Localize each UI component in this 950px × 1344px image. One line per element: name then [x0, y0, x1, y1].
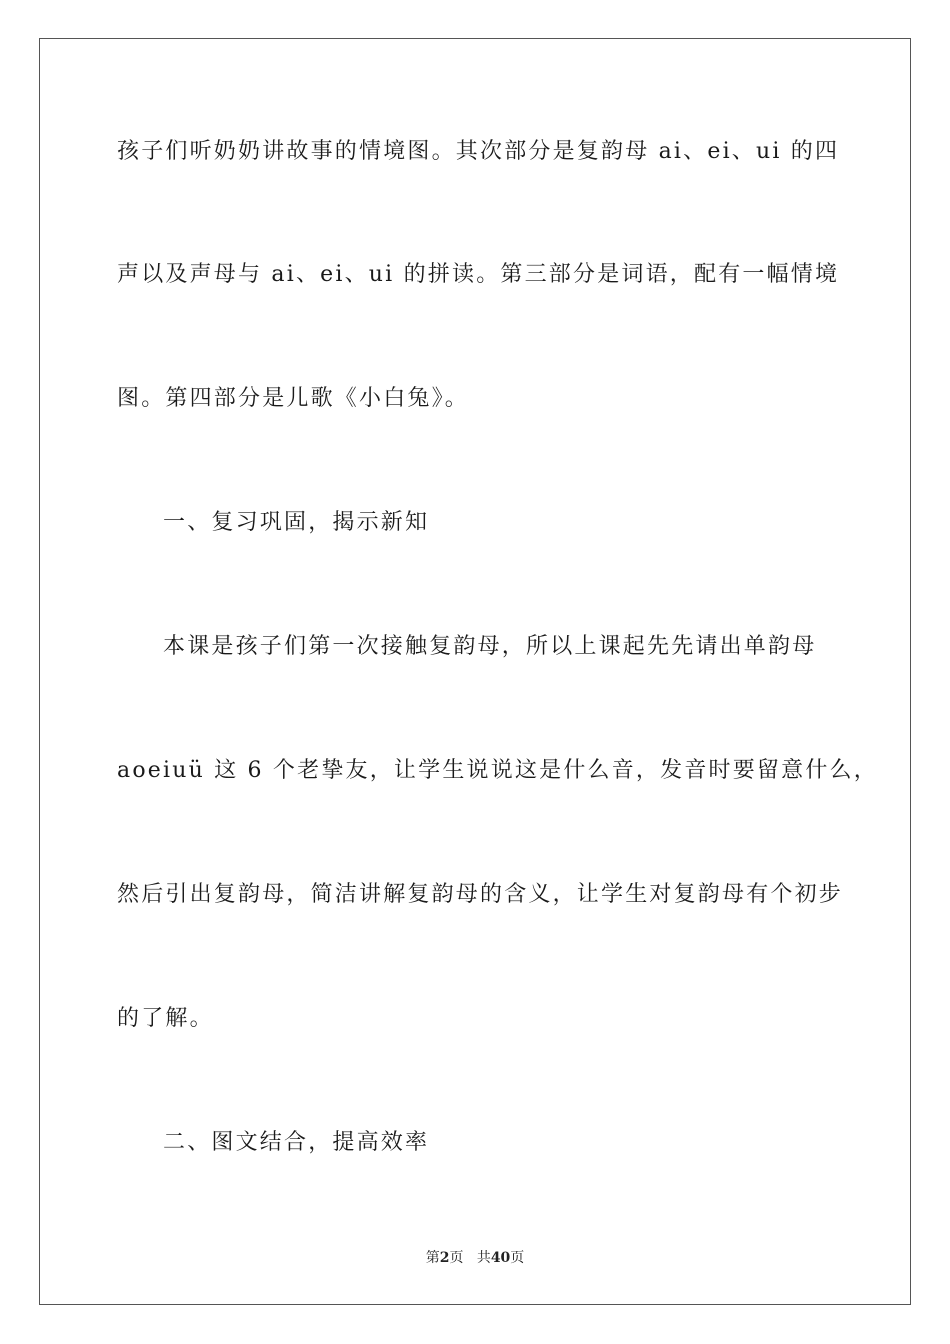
body-text-line: 然后引出复韵母，简洁讲解复韵母的含义，让学生对复韵母有个初步 [117, 882, 844, 907]
body-text-line: aoeiuü 这 6 个老挚友，让学生说说这是什么音，发音时要留意什么， [117, 758, 878, 783]
body-text-line: 的了解。 [117, 1006, 214, 1031]
body-text-line: 声以及声母与 ai、ei、ui 的拼读。第三部分是词语，配有一幅情境 [117, 262, 840, 287]
section-heading: 二、图文结合，提高效率 [163, 1130, 430, 1155]
page-number: 2 [439, 1250, 450, 1266]
total-prefix: 共 [476, 1250, 491, 1266]
body-text-line: 孩子们听奶奶讲故事的情境图。其次部分是复韵母 ai、ei、ui 的四 [117, 139, 840, 164]
total-suffix: 页 [510, 1250, 525, 1266]
section-heading: 一、复习巩固，揭示新知 [163, 510, 430, 535]
total-pages: 40 [490, 1250, 511, 1266]
body-text-line: 图。第四部分是儿歌《小白兔》。 [117, 386, 470, 411]
body-text-line: 本课是孩子们第一次接触复韵母，所以上课起先先请出单韵母 [163, 634, 817, 659]
page-footer [0, 1248, 950, 1268]
page-frame [39, 38, 911, 1305]
page-prefix: 第 [425, 1250, 440, 1266]
page-suffix: 页 [449, 1250, 464, 1266]
